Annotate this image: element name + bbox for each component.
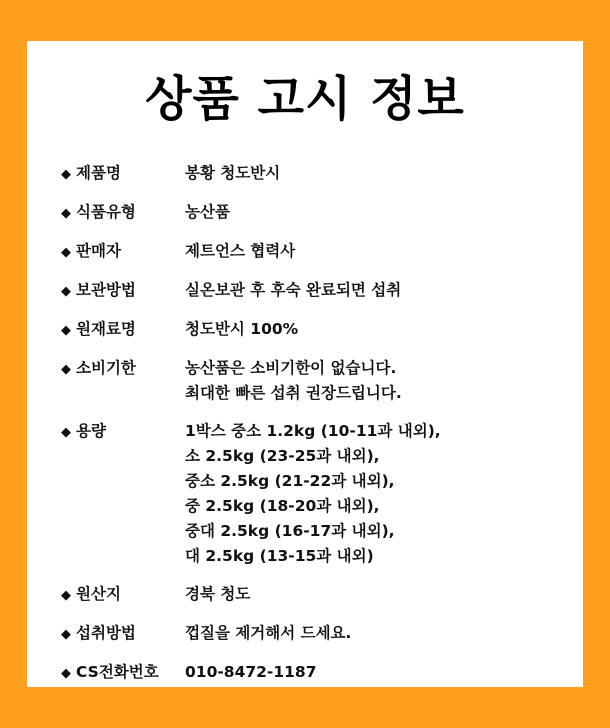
row-label bbox=[61, 200, 185, 226]
diamond-bullet-icon: ◆ bbox=[61, 588, 71, 603]
cs-phone-number: 010-8472-1187 bbox=[185, 663, 317, 681]
row-label bbox=[61, 278, 185, 304]
label-text: 보관방법 bbox=[76, 281, 136, 299]
value-line: 중소 2.5kg (21-22과 내외), bbox=[185, 472, 395, 490]
info-row-ingredients bbox=[61, 317, 561, 343]
value-line: 중 2.5kg (18-20과 내외), bbox=[185, 497, 380, 515]
row-label bbox=[61, 419, 185, 445]
diamond-bullet-icon: ◆ bbox=[61, 627, 71, 642]
label-text: 소비기한 bbox=[76, 359, 136, 377]
info-row-how-to-eat bbox=[61, 621, 561, 647]
row-value bbox=[185, 660, 561, 685]
value-line: 농산품은 소비기한이 없습니다. bbox=[185, 359, 397, 377]
info-row-seller bbox=[61, 239, 561, 265]
info-card bbox=[27, 41, 583, 687]
diamond-bullet-icon: ◆ bbox=[61, 206, 71, 221]
diamond-bullet-icon: ◆ bbox=[61, 362, 71, 377]
value-line: 중대 2.5kg (16-17과 내외), bbox=[185, 522, 395, 540]
info-table bbox=[61, 161, 561, 686]
value-line: 대 2.5kg (13-15과 내외) bbox=[185, 547, 374, 565]
value-line: 실온보관 후 후숙 완료되면 섭취 bbox=[185, 281, 402, 299]
label-text: 원산지 bbox=[76, 585, 121, 603]
row-label bbox=[61, 356, 185, 382]
label-text: 제품명 bbox=[76, 164, 121, 182]
label-text: 용량 bbox=[76, 422, 106, 440]
label-text: 원재료명 bbox=[76, 320, 136, 338]
label-text: 판매자 bbox=[76, 242, 121, 260]
label-text: 섭취방법 bbox=[76, 624, 136, 642]
row-label bbox=[61, 239, 185, 265]
info-row-food-type bbox=[61, 200, 561, 226]
value-line: 봉황 청도반시 bbox=[185, 164, 281, 182]
info-row-expiry bbox=[61, 356, 561, 406]
value-line: 경북 청도 bbox=[185, 585, 251, 603]
diamond-bullet-icon: ◆ bbox=[61, 425, 71, 440]
diamond-bullet-icon: ◆ bbox=[61, 245, 71, 260]
value-line: 소 2.5kg (23-25과 내외), bbox=[185, 447, 380, 465]
row-value bbox=[185, 317, 561, 342]
value-line: 제트언스 협력사 bbox=[185, 242, 296, 260]
row-value bbox=[185, 278, 561, 303]
label-text: 식품유형 bbox=[76, 203, 136, 221]
value-line: 최대한 빠른 섭취 권장드립니다. bbox=[185, 384, 402, 402]
row-value bbox=[185, 200, 561, 225]
row-value bbox=[185, 356, 561, 406]
value-line: 청도반시 100% bbox=[185, 320, 299, 338]
value-line: 껍질을 제거해서 드세요. bbox=[185, 624, 352, 642]
page-title: 상품 고시 정보 bbox=[145, 71, 465, 127]
value-line: 1박스 중소 1.2kg (10-11과 내외), bbox=[185, 422, 441, 440]
row-value bbox=[185, 582, 561, 607]
row-label bbox=[61, 161, 185, 187]
info-row-storage bbox=[61, 278, 561, 304]
row-value bbox=[185, 161, 561, 186]
row-label bbox=[61, 582, 185, 608]
diamond-bullet-icon: ◆ bbox=[61, 167, 71, 182]
info-row-origin bbox=[61, 582, 561, 608]
row-label bbox=[61, 621, 185, 647]
diamond-bullet-icon: ◆ bbox=[61, 666, 71, 681]
row-value bbox=[185, 239, 561, 264]
diamond-bullet-icon: ◆ bbox=[61, 323, 71, 338]
row-label bbox=[61, 660, 185, 686]
info-row-capacity bbox=[61, 419, 561, 569]
diamond-bullet-icon: ◆ bbox=[61, 284, 71, 299]
row-value bbox=[185, 621, 561, 646]
value-line: 농산품 bbox=[185, 203, 230, 221]
row-value bbox=[185, 419, 561, 569]
row-label bbox=[61, 317, 185, 343]
info-row-cs-phone bbox=[61, 660, 561, 686]
label-text: CS전화번호 bbox=[76, 663, 159, 681]
info-row-product-name bbox=[61, 161, 561, 187]
